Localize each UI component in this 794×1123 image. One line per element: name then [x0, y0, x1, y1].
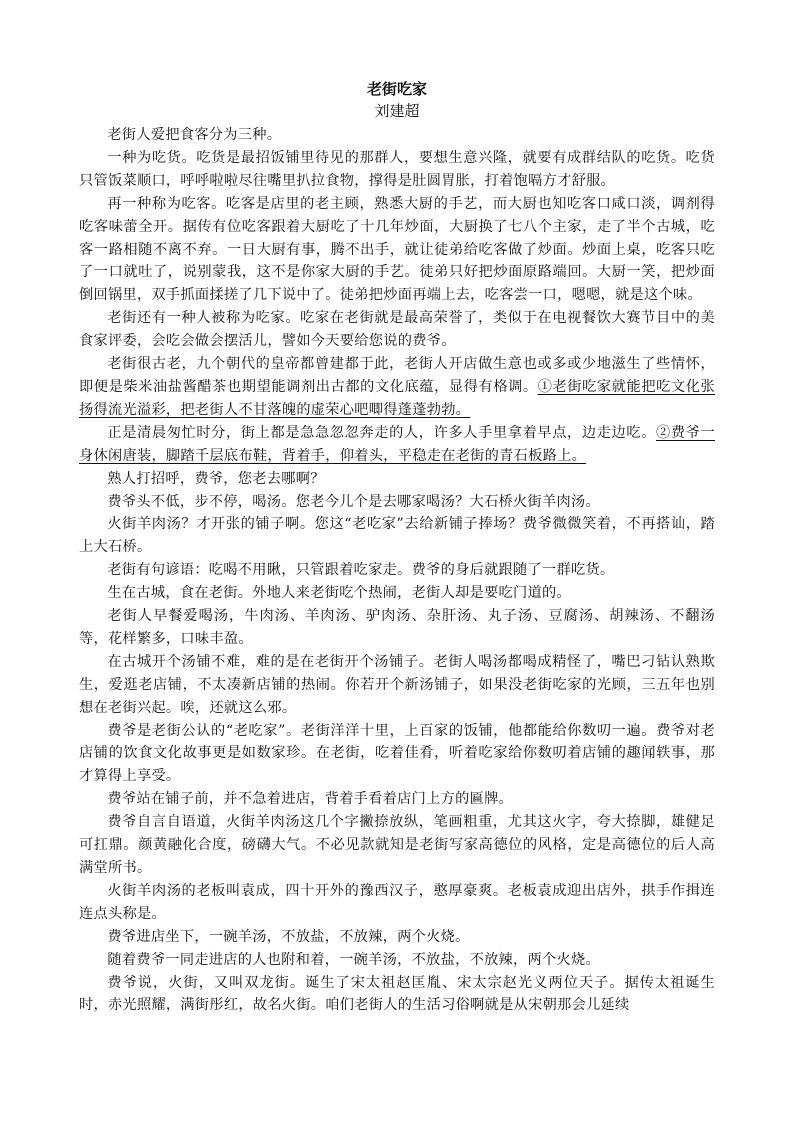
paragraph	[79, 972, 715, 1018]
paragraph	[79, 147, 715, 193]
paragraph-text: 老街很古老，九个朝代的皇帝都曾建都于此，老街人开店做生意也或多或少地滋生了些情怀，即便是柴米油盐酱醋茶也期望能调剂出古都的文化底蕴，显得有格调。	[79, 356, 715, 395]
underlined-sentence-1: ①老街吃家就能把吃文化张扬得流光溢彩，把老街人不甘落魄的虚荣心吧唧得蓬蓬勃勃。	[79, 378, 715, 418]
paragraph-text: 老街有句谚语：吃喝不用瞅，只管跟着吃家走。费爷的身后就跟随了一群吃货。	[107, 562, 615, 579]
paragraph-text: 费爷说，火街，又叫双龙街。诞生了宋太祖赵匡胤、宋太宗赵光义两位天子。据传太祖诞生时，赤光照耀，满街彤红，故名火街。咱们老街人的生活习俗啊就是从宋朝那会儿延续	[79, 974, 715, 1014]
paragraph	[79, 468, 715, 491]
article-title: 老街吃家	[366, 80, 427, 98]
paragraph-text: 费爷是老街公认的“老吃家”。老街洋洋十里，上百家的饭铺，他都能给你数叨一遍。费爷对老店铺的饮食文化故事更是如数家珍。在老街，吃着佳肴，听着吃家给你数叨着店铺的趣闻轶事，那才算得上享受。	[79, 722, 715, 785]
paragraph	[79, 788, 715, 811]
underlined-sentence-2: ②费爷一身休闲唐装，脚踏千层底布鞋，背着手，仰着头，平稳走在老街的青石板路上。	[79, 424, 716, 464]
paragraph-text: 老街人早餐爱喝汤，牛肉汤、羊肉汤、驴肉汤、杂肝汤、丸子汤、豆腐汤、胡辣汤、不翻汤等，花样繁多，口味丰盈。	[79, 608, 715, 647]
paragraph	[79, 307, 715, 353]
paragraph	[79, 949, 715, 972]
paragraph-text: 费爷进店坐下，一碗羊汤，不放盐，不放辣，两个火烧。	[107, 928, 470, 945]
paragraph	[79, 880, 715, 926]
paragraph-text: 老街人爱把食客分为三种。	[107, 127, 282, 143]
paragraph-text: 费爷头不低，步不停，喝汤。您老今儿个是去哪家喝汤？大石桥火街羊肉汤。	[107, 493, 600, 510]
paragraph	[79, 605, 715, 651]
paragraph-text: 火街羊肉汤的老板叫袁成，四十开外的豫西汉子，憨厚豪爽。老板袁成迎出店外，拱手作揖连连点头称是。	[79, 882, 715, 922]
paragraph	[79, 559, 715, 582]
paragraph	[79, 513, 715, 559]
paragraph	[79, 582, 715, 605]
paragraph-text: 再一种称为吃客。吃客是店里的老主顾，熟悉大厨的手艺，而大厨也知吃客口咸口淡，调剂得吃客味蕾全开。据传有位吃客跟着大厨吃了十几年炒面，大厨换了七八个主家，走了半个古城，吃客一路相随不离不弃。一日大厨有事，腾不出手，就让徒弟给吃客做了炒面。炒面上桌，吃客只吃了一口就吐了，说别蒙我，这不是你家大厨的手艺。徒弟只好把炒面原路端回。大厨一笑，把炒面倒回锅里，双手抓面揉搓了几下说中了。徒弟把炒面再端上去，吃客尝一口，嗯嗯，就是这个味。	[79, 195, 715, 304]
paragraph-text: 正是清晨匆忙时分，街上都是急急忽忽奔走的人，许多人手里拿着早点，边走边吃。	[107, 424, 657, 441]
paragraph	[79, 193, 715, 308]
paragraph	[79, 651, 715, 720]
paragraph-text: 老街还有一种人被称为吃家。吃家在老街就是最高荣誉了，类似于在电视餐饮大赛节目中的美食家评委，会吃会做会摆活儿，譬如今天要给您说的费爷。	[79, 310, 715, 350]
paragraph-text: 随着费爷一同走进店的人也附和着，一碗羊汤，不放盐，不放辣，两个火烧。	[107, 951, 600, 968]
paragraph	[79, 422, 715, 468]
paragraph	[79, 491, 715, 514]
paragraph	[79, 811, 715, 880]
paragraph-text: 费爷自言自语道，火街羊肉汤这几个字撇捺放纵，笔画粗重，尤其这火字，夸大捺脚，雄健足可扛鼎。颜黄融化合度，磅礴大气。不必见款就知是老街写家高德位的风格，定是高德位的后人高满堂所书。	[79, 814, 715, 876]
paragraph	[79, 926, 715, 949]
paragraph-text: 费爷站在铺子前，并不急着进店，背着手看着店门上方的匾牌。	[107, 791, 514, 808]
article-body	[79, 124, 715, 1017]
paragraph-text: 生在古城，食在老街。外地人来老街吃个热闹，老街人却是要吃门道的。	[107, 585, 571, 602]
paragraph-text: 熟人打招呼，费爷，您老去哪啊？	[107, 470, 325, 487]
paragraph	[79, 353, 715, 422]
paragraph	[79, 720, 715, 789]
paragraph-text: 火街羊肉汤？才开张的铺子啊。您这“老吃家”去给新铺子捧场？费爷微微笑着，不再搭讪，踏上大石桥。	[79, 516, 715, 556]
article-author: 刘建超	[374, 102, 420, 120]
paragraph-text: 一种为吃货。吃货是最招饭铺里待见的那群人，要想生意兴隆，就要有成群结队的吃货。吃货只管饭菜顺口，呼呼啦啦尽往嘴里扒拉食物，撑得是肚圆胃胀，打着饱嗝方才舒服。	[79, 149, 715, 189]
paragraph-text: 在古城开个汤铺不难，难的是在老街开个汤铺子。老街人喝汤都喝成精怪了，嘴巴刁钻认熟欺生，爱逛老店铺，不太凑新店铺的热闹。你若开个新汤铺子，如果没老街吃家的光顾，三五年也别想在老街兴起。唉，还就这么邪。	[79, 653, 715, 716]
paragraph	[79, 124, 715, 147]
